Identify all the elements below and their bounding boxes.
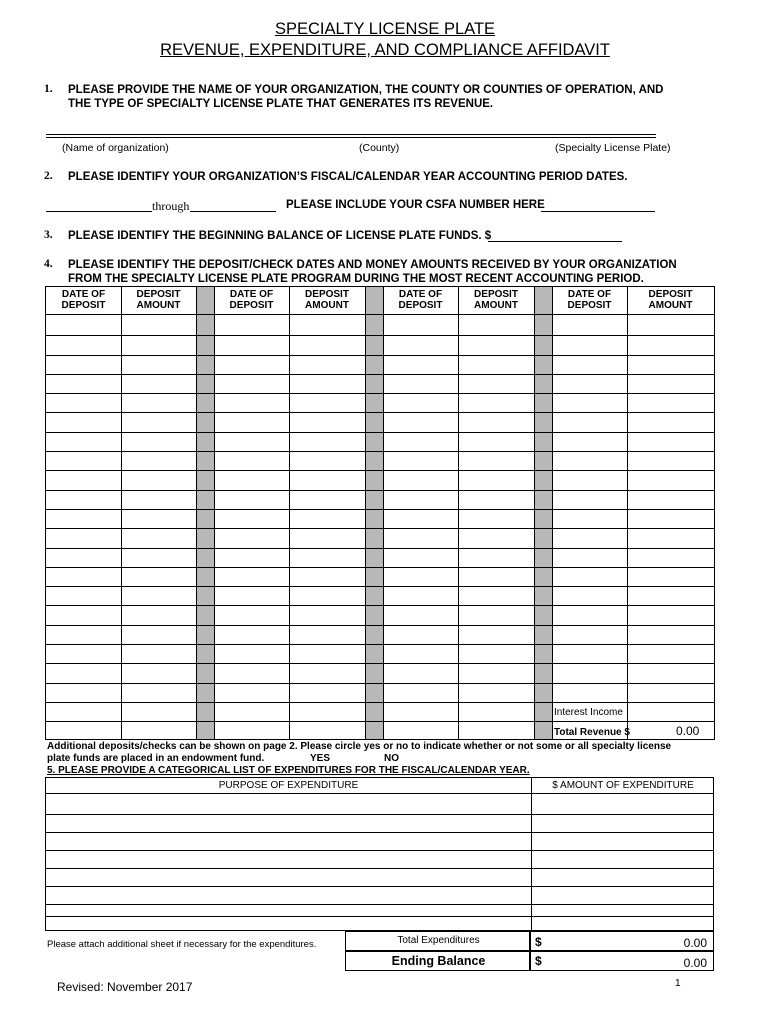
header-date-of-deposit: DATE OF DEPOSIT: [398, 289, 443, 311]
q1-number: 1.: [44, 83, 53, 95]
q5-text: 5. PLEASE PROVIDE A CATEGORICAL LIST OF EXPENDITURES FOR THE FISCAL/CALENDAR YEAR.: [47, 765, 530, 776]
ending-balance-value-box: [530, 951, 714, 971]
q4-text-line-2: FROM THE SPECIALTY LICENSE PLATE PROGRAM DURING THE MOST RECENT ACCOUNTING PERIOD.: [68, 273, 644, 285]
ending-balance-currency: $: [535, 954, 542, 968]
q3-number: 3.: [44, 229, 53, 241]
q1-text-line-2: THE TYPE OF SPECIALTY LICENSE PLATE THAT GENERATES ITS REVENUE.: [68, 98, 494, 110]
header-amount-of-expenditure: $ AMOUNT OF EXPENDITURE: [552, 780, 694, 791]
header-date-of-deposit: DATE OF DEPOSIT: [567, 289, 612, 311]
q1-org-underline: [46, 134, 656, 135]
page-number: 1: [675, 978, 681, 989]
q1-label-county: (County): [359, 142, 400, 154]
interest-income-label: Interest Income: [554, 707, 623, 718]
total-expenditures-label: Total Expenditures: [397, 935, 480, 946]
title-line-1: SPECIALTY LICENSE PLATE: [274, 20, 496, 38]
total-expenditures-label-box: [345, 931, 530, 951]
revised-date: Revised: November 2017: [57, 980, 193, 994]
additional-deposits-note: Additional deposits/checks can be shown on page 2. Please circle yes or no to indicate whether or not some or all specialty license: [47, 741, 672, 752]
total-revenue-value: 0.00: [676, 724, 700, 738]
q2-through-label: through: [152, 199, 190, 213]
header-deposit-amount: DEPOSIT AMOUNT: [648, 289, 693, 311]
q4-text-line-1: PLEASE IDENTIFY THE DEPOSIT/CHECK DATES AND MONEY AMOUNTS RECEIVED BY YOUR ORGANIZATION: [68, 259, 677, 271]
ending-balance-label: Ending Balance: [391, 954, 486, 968]
total-expenditures-value-box: [530, 931, 714, 951]
header-date-of-deposit: DATE OF DEPOSIT: [61, 289, 106, 311]
header-purpose-of-expenditure: PURPOSE OF EXPENDITURE: [218, 780, 359, 791]
q1-label-plate: (Specialty License Plate): [555, 142, 671, 154]
q2-number: 2.: [44, 170, 53, 182]
q1-org-input-line[interactable]: [46, 137, 656, 138]
q2-csfa-label: PLEASE INCLUDE YOUR CSFA NUMBER HERE: [286, 199, 545, 211]
ending-balance-label-box: [345, 951, 530, 971]
header-date-of-deposit: DATE OF DEPOSIT: [229, 289, 274, 311]
q1-text-line-1: PLEASE PROVIDE THE NAME OF YOUR ORGANIZATION, THE COUNTY OR COUNTIES OF OPERATION, AND: [68, 84, 664, 96]
header-deposit-amount: DEPOSIT AMOUNT: [305, 289, 349, 311]
attach-sheet-note: Please attach additional sheet if necessary for the expenditures.: [47, 939, 317, 950]
header-deposit-amount: DEPOSIT AMOUNT: [136, 289, 181, 311]
q3-beginning-balance-field[interactable]: [488, 241, 622, 242]
ending-balance-value: 0.00: [683, 956, 707, 970]
title-line-2: REVENUE, EXPENDITURE, AND COMPLIANCE AFFIDAVIT: [160, 41, 610, 59]
expenditure-table: [45, 777, 714, 931]
q1-label-organization: (Name of organization): [62, 142, 169, 154]
total-expenditures-value: 0.00: [683, 936, 707, 950]
endowment-no-option[interactable]: NO: [384, 753, 399, 764]
q2-text: PLEASE IDENTIFY YOUR ORGANIZATION’S FISCAL/CALENDAR YEAR ACCOUNTING PERIOD DATES.: [68, 171, 628, 183]
q3-text: PLEASE IDENTIFY THE BEGINNING BALANCE OF LICENSE PLATE FUNDS. $: [68, 230, 492, 242]
header-deposit-amount: DEPOSIT AMOUNT: [474, 289, 518, 311]
q2-end-date-field[interactable]: [190, 211, 276, 212]
total-revenue-label: Total Revenue $: [554, 727, 630, 738]
endowment-note: plate funds are placed in an endowment fund.: [47, 753, 265, 764]
total-expenditures-currency: $: [535, 935, 542, 949]
deposit-table: [45, 286, 715, 740]
endowment-yes-option[interactable]: YES: [310, 753, 331, 764]
q4-number: 4.: [44, 258, 53, 270]
q2-start-date-field[interactable]: [46, 211, 152, 212]
q2-csfa-field[interactable]: [541, 211, 655, 212]
